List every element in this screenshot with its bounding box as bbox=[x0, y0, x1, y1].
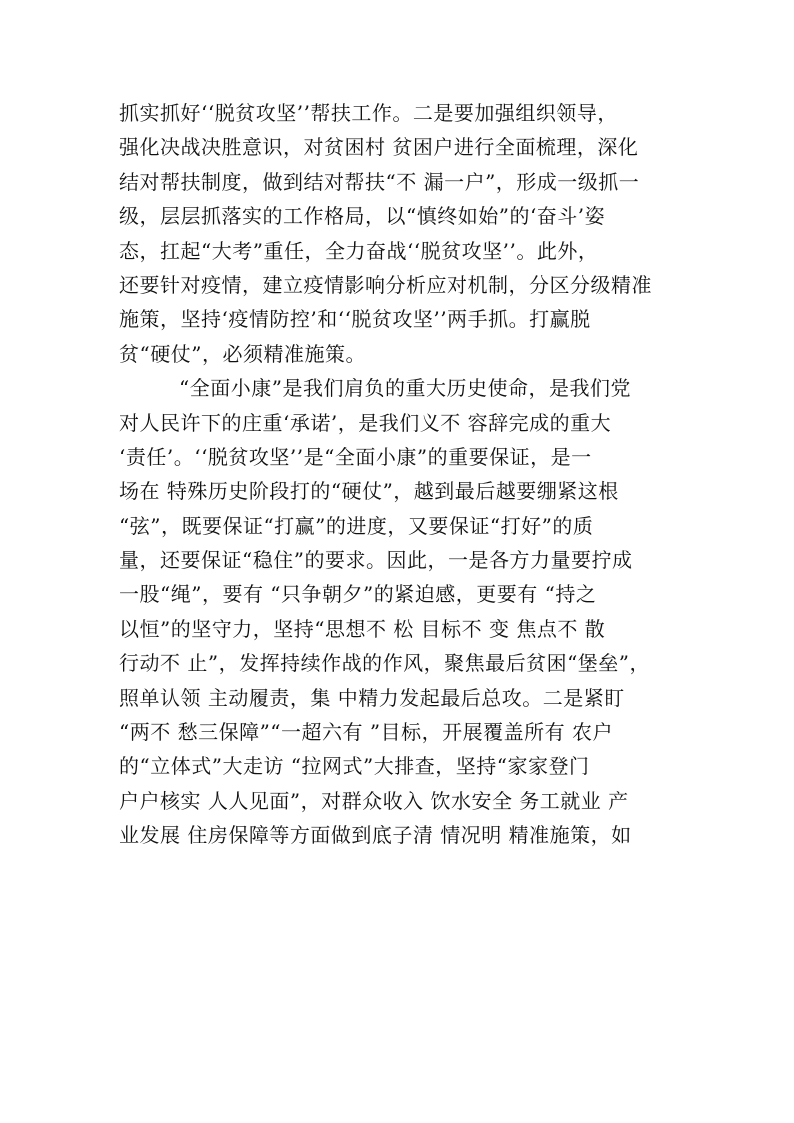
text-line: 抓实抓好‘‘脱贫攻坚’’帮扶工作。二是要加强组织领导， bbox=[119, 101, 618, 125]
text-line: 场在 特殊历史阶段打的“硬仗”，越到最后越要绷紧这根 bbox=[119, 479, 619, 504]
text-line: 结对帮扶制度，做到结对帮扶“不 漏一户”，形成一级抓一 bbox=[119, 169, 640, 194]
text-line: 对人民许下的庄重‘承诺’，是我们义不 容辞完成的重大 bbox=[119, 410, 612, 435]
text-line: “两不 愁三保障”“一超六有 ”目标，开展覆盖所有 农户 bbox=[119, 720, 613, 745]
text-line: 施策，坚持‘疫情防控’和‘‘脱贫攻坚’’两手抓。打赢脱 bbox=[119, 307, 591, 332]
text-line: 户户核实 人人见面”，对群众收入 饮水安全 务工就业 产 bbox=[119, 788, 629, 813]
text-line: 态，扛起“大考”重任，全力奋战‘‘脱贫攻坚’’。此外， bbox=[119, 238, 599, 263]
text-line: 业发展 住房保障等方面做到底子清 情况明 精准施策，如 bbox=[119, 823, 632, 848]
text-line: 照单认领 主动履责，集 中精力发起最后总攻。二是紧盯 bbox=[119, 685, 625, 710]
text-line: 量，还要保证“稳住”的要求。因此，一是各方力量要拧成 bbox=[119, 548, 633, 573]
text-line: 贫“硬仗”，必须精准施策。 bbox=[119, 341, 366, 366]
text-line: 的“立体式”大走访 “拉网式”大排查，坚持“家家登门 bbox=[119, 754, 590, 779]
text-line: 行动不 止”，发挥持续作战的作风，聚焦最后贫困“堡垒”， bbox=[119, 651, 651, 676]
text-line: 强化决战决胜意识，对贫困村 贫困户进行全面梳理，深化 bbox=[119, 135, 639, 160]
paragraph-start-line: “全面小康”是我们肩负的重大历史使命，是我们党 bbox=[179, 376, 631, 401]
text-line: 级，层层抓落实的工作格局，以“慎终如始”的‘奋斗’姿 bbox=[119, 204, 606, 229]
text-line: ‘责任’。‘‘脱贫攻坚’’是“全面小康”的重要保证，是一 bbox=[119, 444, 592, 469]
text-line: “弦”，既要保证“打赢”的进度，又要保证“打好”的质 bbox=[119, 513, 594, 538]
body-text bbox=[119, 96, 689, 853]
text-line: 还要针对疫情，建立疫情影响分析应对机制，分区分级精准 bbox=[119, 272, 652, 297]
text-line: 一股“绳”，要有 “只争朝夕”的紧迫感，更要有 “持之 bbox=[119, 582, 597, 607]
text-line: 以恒”的坚守力，坚持“思想不 松 目标不 变 焦点不 散 bbox=[119, 616, 606, 641]
